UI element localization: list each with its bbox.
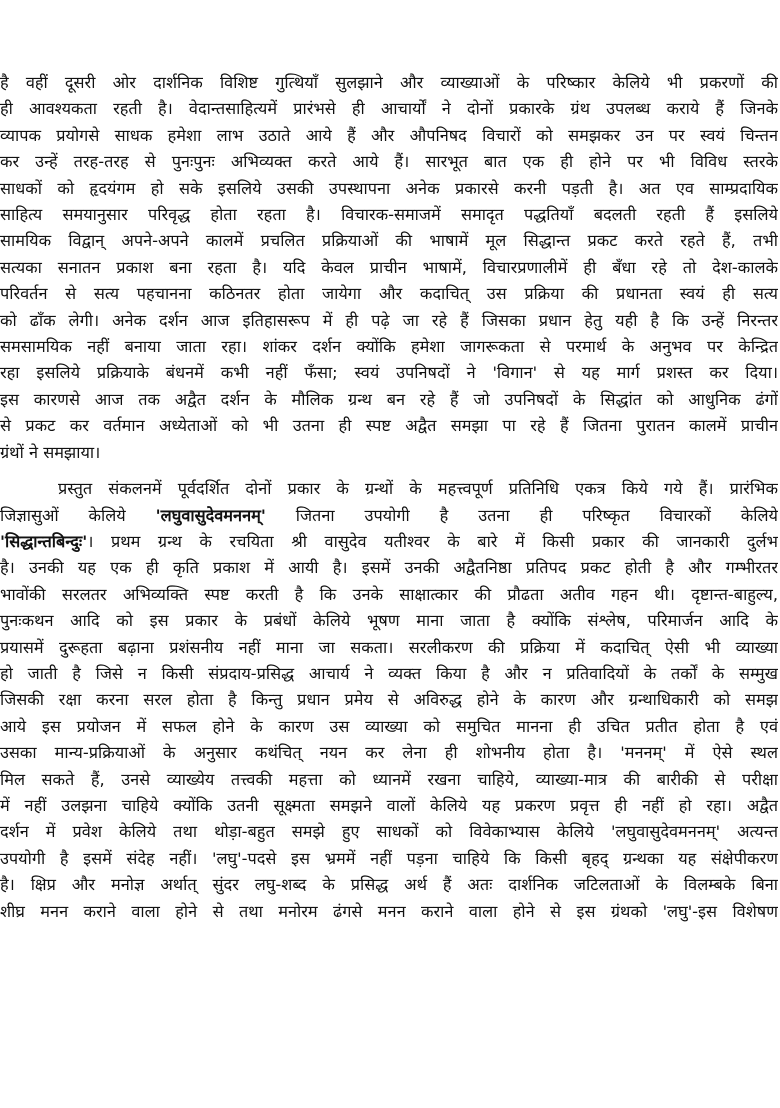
text-line: उपयोगी है इसमें संदेह नहीं। 'लघु'-पदसे इस भ्रममें नहीं पड़ना चाहिये कि किसी बृहद् ग्रन्थका यह संक्षेपीकरण: [0, 848, 778, 868]
text-line: है। क्षिप्र और मनोज्ञ अर्थात् सुंदर लघु-शब्द के प्रसिद्ध अर्थ हैं अतः दार्शनिक जटिलताओं के विलम्बके बिना: [0, 875, 778, 895]
text-line: परिवर्तन से सत्य पहचानना कठिनतर होता जायेगा और कदाचित् उस प्रक्रिया की प्रधानता स्वयं ही सत्य: [0, 284, 778, 304]
text-line: प्रस्तुत संकलनमें पूर्वदर्शित दोनों प्रकार के ग्रन्थों के महत्त्वपूर्ण प्रतिनिधि एकत्र किये गये हैं। प्रारंभिक: [58, 479, 778, 499]
text-line: सामयिक विद्वान् अपने-अपने कालमें प्रचलित प्रक्रियाओं की भाषामें मूल सिद्धान्त प्रकट करते रहते हैं, तभी: [0, 231, 778, 251]
text-line: जिसकी रक्षा करना सरल होता है किन्तु प्रधान प्रमेय से अविरुद्ध होने के कारण और ग्रन्थाधिकारी को समझ: [0, 690, 778, 710]
text-line: प्रयासमें दुरूहता बढ़ाना प्रशंसनीय नहीं माना जा सकता। सरलीकरण की प्रक्रिया में कदाचित् ऐसी भी व्याख्या: [0, 637, 778, 657]
text-line: पुनःकथन आदि को इस प्रकार के प्रबंधों केलिये भूषण माना जाता है क्योंकि संश्लेष, परिमार्जन आदि के: [0, 611, 778, 631]
text-run: । प्रथम ग्रन्थ के रचयिता श्री वासुदेव यतीश्वर के बारे में किसी प्रकार की जानकारी दुर्लभ: [87, 531, 778, 551]
text-line: साहित्य समयानुसार परिवृद्ध होता रहता है। विचारक-समाजमें समादृत पद्धतियाँ बदलती रहती हैं इसलिये: [0, 205, 778, 225]
title-laghuvasudevamananam: 'लघुवासुदेवमननम्': [155, 505, 266, 525]
paragraph-2: [0, 476, 780, 925]
text-line: इस कारणसे आज तक अद्वैत दर्शन के मौलिक ग्रन्थ बन रहे हैं जो उपनिषदों के सिद्धांत को आधुनिक ढंगों: [0, 389, 778, 409]
text-line: रहा इसलिये प्रक्रियाके बंधनमें कभी नहीं फँसा; स्वयं उपनिषदों ने 'विगान' से यह मार्ग प्रशस्त कर दिया।: [0, 363, 778, 383]
text-line: को ढाँक लेगी। अनेक दर्शन आज इतिहासरूप में ही पढ़े जा रहे हैं जिसका प्रधान हेतु यही है कि उन्हें निरन्तर: [0, 310, 778, 330]
text-line: साधकों को हृदयंगम हो सके इसलिये उसकी उपस्थापना अनेक प्रकारसे करनी पड़ती है। अत एव साम्प्रदायिक: [0, 178, 778, 198]
text-line: है। उनकी यह एक ही कृति प्रकाश में आयी है। इसमें उनकी अद्वैतनिष्ठा प्रतिपद प्रकट होती है और गम्भीरतर: [0, 558, 778, 578]
text-line: दर्शन में प्रवेश केलिये तथा थोड़ा-बहुत समझे हुए साधकों को विवेकाभ्यास केलिये 'लघुवासुदेवमननम्' अत्यन्त: [0, 822, 778, 842]
text-run: जिज्ञासुओं केलिये: [0, 505, 156, 525]
text-line: ही आवश्यकता रहती है। वेदान्तसाहित्यमें प्रारंभसे ही आचार्यों ने दोनों प्रकारके ग्रंथ उपलब्ध कराये हैं जिनके: [0, 99, 778, 119]
text-line: मिल सकते हैं, उनसे व्याख्येय तत्त्वकी महत्ता को ध्यानमें रखना चाहिये, व्याख्या-मात्र की बारीकी से परीक्षा: [0, 769, 778, 789]
paragraph-gap: [0, 466, 780, 476]
text-line: शीघ्र मनन कराने वाला होने से तथा मनोरम ढंगसे मनन कराने वाला होने से इस ग्रंथको 'लघु'-इस विशेषण: [0, 901, 778, 921]
text-line: सत्यका सनातन प्रकाश बना रहता है। यदि केवल प्राचीन भाषामें, विचारप्रणालीमें ही बँधा रहे तो देश-कालके: [0, 257, 778, 277]
text-line: ग्रंथों ने समझाया।: [0, 442, 101, 462]
text-line: समसामयिक नहीं बनाया जाता रहा। शांकर दर्शन क्योंकि हमेशा जागरूकता से परमार्थ के अनुभव पर केन्द्रित: [0, 337, 778, 357]
text-line: कर उन्हें तरह-तरह से पुनःपुनः अभिव्यक्त करते आये हैं। सारभूत बात एक ही होने पर भी विविध स्तरके: [0, 152, 778, 172]
text-line: [0, 529, 778, 555]
text-line: आये इस प्रयोजन में सफल होने के कारण उस व्याख्या को समुचित मानना ही उचित प्रतीत होता है एवं: [0, 716, 778, 736]
text-line: में नहीं उलझना चाहिये क्योंकि उतनी सूक्ष्मता समझने वालों केलिये यह प्रकरण प्रवृत्त ही नहीं हो रहा। अद्वैत: [0, 795, 778, 815]
text-line: [0, 503, 778, 529]
paragraph-1: [0, 70, 780, 466]
text-line: भावोंकी सरलतर अभिव्यक्ति स्पष्ट करती है कि उनके साक्षात्कार की प्रौढता अतीव गहन थी। दृष्टान्त-बाहुल्य,: [0, 584, 778, 604]
text-line: हो जाती है जिसे न किसी संप्रदाय-प्रसिद्ध आचार्य ने व्यक्त किया है और न प्रतिवादियों के तर्कों के सम्मुख: [0, 663, 778, 683]
title-siddhantabindu: 'सिद्धान्तबिन्दुः': [0, 531, 88, 551]
text-line: व्यापक प्रयोगसे साधक हमेशा लाभ उठाते आये हैं और औपनिषद विचारों को समझकर उन पर स्वयं चिन्तन: [0, 125, 778, 145]
text-line: उसका मान्य-प्रक्रियाओं के अनुसार कथंचित् नयन कर लेना ही शोभनीय होता है। 'मननम्' में ऐसे स्थल: [0, 743, 778, 763]
text-run: जितना उपयोगी है उतना ही परिष्कृत विचारकों केलिये: [265, 505, 778, 525]
text-line: है वहीं दूसरी ओर दार्शनिक विशिष्ट गुत्थियाँ सुलझाने और व्याख्याओं के परिष्कार केलिये भी प्रकरणों की: [0, 73, 778, 92]
text-line: से प्रकट कर वर्तमान अध्येताओं को भी उतना ही स्पष्ट अद्वैत समझा पा रहे हैं जितना पुरातन कालमें प्राचीन: [0, 416, 778, 436]
